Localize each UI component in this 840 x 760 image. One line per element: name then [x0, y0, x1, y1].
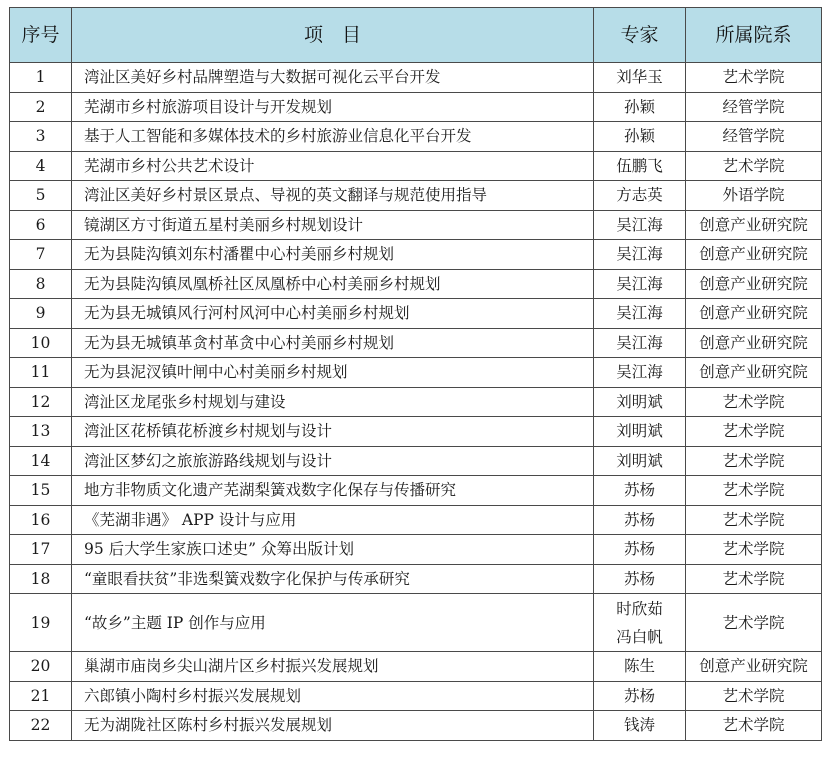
table-row	[10, 652, 822, 682]
project-name: “故乡”主题 IP 创作与应用	[72, 594, 594, 652]
department: 艺术学院	[686, 711, 822, 741]
expert-name: 钱涛	[623, 716, 655, 735]
row-number: 21	[10, 681, 72, 711]
department: 艺术学院	[686, 594, 822, 652]
table-row	[10, 328, 822, 358]
department: 艺术学院	[686, 63, 822, 93]
header-expert: 专家	[594, 8, 686, 63]
table-row	[10, 181, 822, 211]
expert-cell	[594, 122, 686, 152]
expert-name: 刘华玉	[616, 68, 663, 87]
department: 艺术学院	[686, 505, 822, 535]
expert-cell	[594, 711, 686, 741]
row-number: 7	[10, 240, 72, 270]
table-row	[10, 476, 822, 506]
expert-name: 苏杨	[623, 686, 655, 705]
department: 艺术学院	[686, 564, 822, 594]
project-name: “童眼看扶贫”非选梨簧戏数字化保护与传承研究	[72, 564, 594, 594]
department: 创意产业研究院	[686, 210, 822, 240]
row-number: 18	[10, 564, 72, 594]
header-no: 序号	[10, 8, 72, 63]
table-row	[10, 564, 822, 594]
department: 艺术学院	[686, 417, 822, 447]
project-name: 湾沚区龙尾张乡村规划与建设	[72, 387, 594, 417]
expert-name: 冯白帆	[616, 627, 663, 646]
row-number: 22	[10, 711, 72, 741]
expert-cell	[594, 417, 686, 447]
row-number: 11	[10, 358, 72, 388]
expert-name: 时欣茹	[616, 599, 663, 618]
row-number: 13	[10, 417, 72, 447]
project-name: 无为县陡沟镇凤凰桥社区凤凰桥中心村美丽乡村规划	[72, 269, 594, 299]
department: 创意产业研究院	[686, 328, 822, 358]
department: 创意产业研究院	[686, 652, 822, 682]
department: 创意产业研究院	[686, 299, 822, 329]
header-project: 项 目	[72, 8, 594, 63]
table-row	[10, 387, 822, 417]
department: 艺术学院	[686, 387, 822, 417]
row-number: 10	[10, 328, 72, 358]
project-name: 无为湖陇社区陈村乡村振兴发展规划	[72, 711, 594, 741]
row-number: 1	[10, 63, 72, 93]
expert-name: 孙颖	[623, 97, 655, 116]
expert-cell	[594, 476, 686, 506]
project-name: 湾沚区花桥镇花桥渡乡村规划与设计	[72, 417, 594, 447]
expert-name: 孙颖	[623, 127, 655, 146]
table-row	[10, 417, 822, 447]
table-row	[10, 535, 822, 565]
project-name: 镜湖区方寸街道五星村美丽乡村规划设计	[72, 210, 594, 240]
row-number: 6	[10, 210, 72, 240]
expert-name: 陈生	[623, 657, 655, 676]
department: 艺术学院	[686, 151, 822, 181]
row-number: 17	[10, 535, 72, 565]
department: 创意产业研究院	[686, 358, 822, 388]
table-row	[10, 358, 822, 388]
header-dept: 所属院系	[686, 8, 822, 63]
project-name: 95 后大学生家族口述史” 众筹出版计划	[72, 535, 594, 565]
expert-cell	[594, 328, 686, 358]
header-row	[10, 8, 822, 63]
expert-cell	[594, 446, 686, 476]
table-row	[10, 446, 822, 476]
expert-name: 伍鹏飞	[616, 156, 663, 175]
expert-cell	[594, 269, 686, 299]
expert-cell	[594, 387, 686, 417]
department: 创意产业研究院	[686, 240, 822, 270]
department: 经管学院	[686, 122, 822, 152]
department: 艺术学院	[686, 535, 822, 565]
row-number: 8	[10, 269, 72, 299]
table-body	[10, 63, 822, 741]
expert-cell	[594, 151, 686, 181]
expert-name: 吴江海	[616, 363, 663, 382]
project-name: 无为县泥汊镇叶闸中心村美丽乡村规划	[72, 358, 594, 388]
expert-cell	[594, 210, 686, 240]
expert-name: 吴江海	[616, 215, 663, 234]
expert-name: 苏杨	[623, 510, 655, 529]
row-number: 2	[10, 92, 72, 122]
expert-name: 刘明斌	[616, 451, 663, 470]
expert-cell	[594, 240, 686, 270]
table-row	[10, 594, 822, 652]
project-name: 湾沚区美好乡村景区景点、导视的英文翻译与规范使用指导	[72, 181, 594, 211]
row-number: 9	[10, 299, 72, 329]
table-row	[10, 122, 822, 152]
table-row	[10, 240, 822, 270]
project-name: 基于人工智能和多媒体技术的乡村旅游业信息化平台开发	[72, 122, 594, 152]
department: 经管学院	[686, 92, 822, 122]
department: 创意产业研究院	[686, 269, 822, 299]
project-name: 芜湖市乡村公共艺术设计	[72, 151, 594, 181]
expert-cell	[594, 181, 686, 211]
project-name: 无为县无城镇风行河村风河中心村美丽乡村规划	[72, 299, 594, 329]
expert-cell	[594, 652, 686, 682]
table-row	[10, 151, 822, 181]
expert-cell	[594, 535, 686, 565]
row-number: 5	[10, 181, 72, 211]
expert-cell	[594, 505, 686, 535]
project-name: 湾沚区梦幻之旅旅游路线规划与设计	[72, 446, 594, 476]
expert-cell	[594, 681, 686, 711]
expert-cell	[594, 594, 686, 652]
table-row	[10, 63, 822, 93]
expert-cell	[594, 63, 686, 93]
row-number: 4	[10, 151, 72, 181]
expert-name: 苏杨	[623, 540, 655, 559]
row-number: 20	[10, 652, 72, 682]
row-number: 19	[10, 594, 72, 652]
row-number: 15	[10, 476, 72, 506]
expert-cell	[594, 358, 686, 388]
department: 艺术学院	[686, 446, 822, 476]
department: 外语学院	[686, 181, 822, 211]
expert-cell	[594, 92, 686, 122]
row-number: 14	[10, 446, 72, 476]
expert-cell	[594, 299, 686, 329]
row-number: 16	[10, 505, 72, 535]
expert-name: 苏杨	[623, 481, 655, 500]
expert-name: 苏杨	[623, 569, 655, 588]
expert-name: 刘明斌	[616, 422, 663, 441]
expert-name: 吴江海	[616, 245, 663, 264]
department: 艺术学院	[686, 476, 822, 506]
expert-name: 吴江海	[616, 304, 663, 323]
expert-name: 刘明斌	[616, 392, 663, 411]
row-number: 3	[10, 122, 72, 152]
expert-name: 吴江海	[616, 333, 663, 352]
expert-name: 方志英	[616, 186, 663, 205]
project-name: 《芜湖非遇》 APP 设计与应用	[72, 505, 594, 535]
department: 艺术学院	[686, 681, 822, 711]
table-row	[10, 681, 822, 711]
project-name: 巢湖市庙岗乡尖山湖片区乡村振兴发展规划	[72, 652, 594, 682]
project-name: 六郎镇小陶村乡村振兴发展规划	[72, 681, 594, 711]
project-name: 地方非物质文化遗产芜湖梨簧戏数字化保存与传播研究	[72, 476, 594, 506]
table-row	[10, 92, 822, 122]
project-name: 湾沚区美好乡村品牌塑造与大数据可视化云平台开发	[72, 63, 594, 93]
table-row	[10, 269, 822, 299]
project-name: 无为县陡沟镇刘东村潘瞿中心村美丽乡村规划	[72, 240, 594, 270]
row-number: 12	[10, 387, 72, 417]
table-row	[10, 711, 822, 741]
expert-cell	[594, 564, 686, 594]
table-row	[10, 505, 822, 535]
project-name: 芜湖市乡村旅游项目设计与开发规划	[72, 92, 594, 122]
project-name: 无为县无城镇革贪村革贪中心村美丽乡村规划	[72, 328, 594, 358]
table-row	[10, 299, 822, 329]
project-table	[9, 7, 822, 741]
expert-name: 吴江海	[616, 274, 663, 293]
table-row	[10, 210, 822, 240]
